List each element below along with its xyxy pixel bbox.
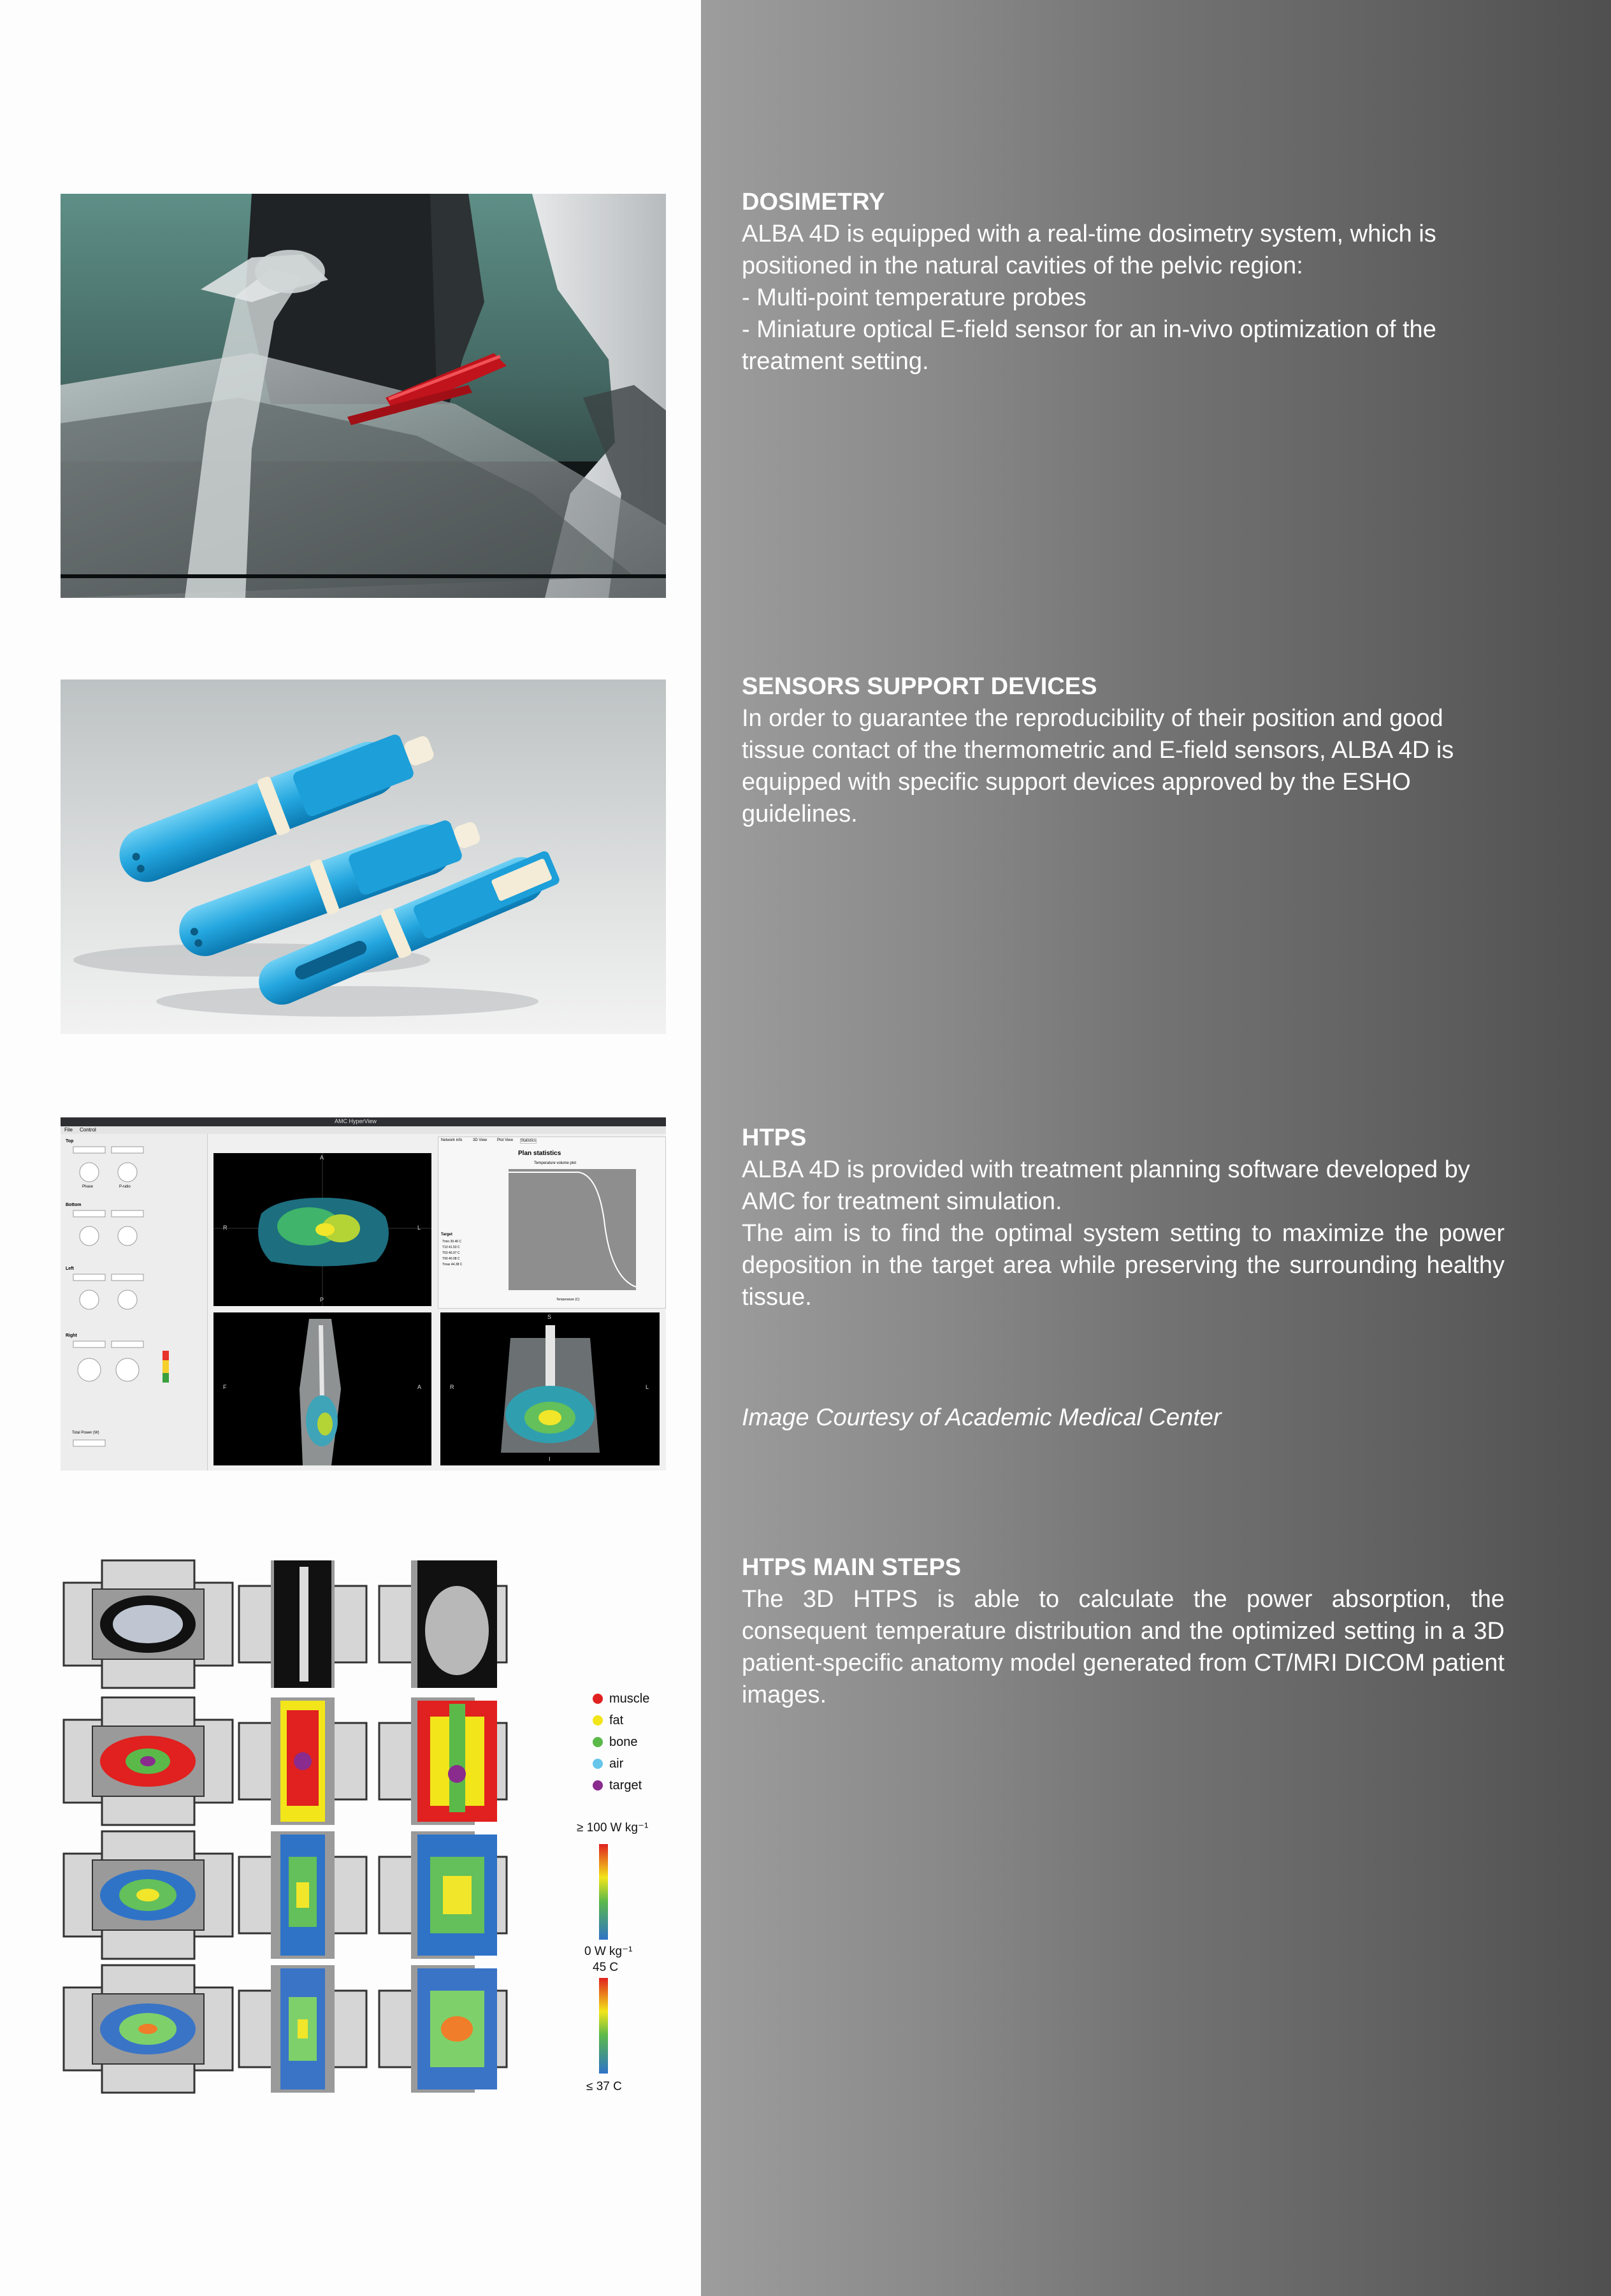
x-axis-label: Temperature (C)	[556, 1298, 580, 1302]
tab-network-info[interactable]: Network info	[441, 1138, 463, 1142]
statistics-panel	[438, 1137, 666, 1309]
cor-label-left: R	[450, 1384, 454, 1390]
tab-plot-view[interactable]: Plot View	[497, 1138, 513, 1142]
tvp-plot-area	[509, 1169, 636, 1290]
legend-item-bone: bone	[593, 1731, 649, 1753]
legend-item-muscle: muscle	[593, 1688, 649, 1710]
panel-label-top: Top	[66, 1139, 74, 1144]
htps-steps-body: The 3D HTPS is able to calculate the power absorption, the consequent temperature distribution and the optimized setting in a 3D patient-specific anatomy model generated from CT/MRI DICOM patient images.	[742, 1586, 1505, 1708]
steps-grid	[61, 1554, 666, 2102]
target-label: Target	[441, 1233, 452, 1237]
htps-body-2: The aim is to find the optimal system setting to maximize the power deposition in the target area while preserving the surrounding healthy tissue.	[742, 1220, 1505, 1311]
panel-label-left: Left	[66, 1267, 74, 1271]
axial-label-top: A	[320, 1154, 324, 1161]
legend-item-air: air	[593, 1753, 649, 1775]
axial-label-bottom: P	[320, 1297, 324, 1303]
window-title: AMC HyperView	[335, 1118, 377, 1124]
axial-label-right: L	[417, 1224, 421, 1231]
fat-dot-icon	[593, 1715, 603, 1726]
dosimetry-heading: DOSIMETRY	[742, 189, 885, 215]
tab-3d-view[interactable]: 3D View	[473, 1138, 488, 1142]
sagittal-view	[213, 1312, 431, 1465]
htps-body-1: ALBA 4D is provided with treatment planning software developed by AMC for treatment simulation.	[742, 1156, 1470, 1215]
stat-t10: T10 41.53 C	[442, 1246, 460, 1249]
total-power-label: Total Power (W)	[72, 1431, 99, 1435]
stat-tmax: Tmax 44.38 C	[442, 1263, 463, 1267]
menu-file[interactable]: File	[64, 1127, 73, 1133]
menu-bar	[61, 1126, 666, 1134]
panel-label-bottom: Bottom	[66, 1203, 82, 1207]
cor-label-bottom: I	[549, 1456, 551, 1462]
knob-label-pratio: P-ratio	[119, 1185, 131, 1189]
dosimetry-line-1: ALBA 4D is equipped with a real-time dosimetry system, which is	[742, 221, 1436, 247]
air-dot-icon	[593, 1759, 603, 1769]
tab-statistics[interactable]: Statistics	[521, 1139, 537, 1143]
dosimetry-line-2: positioned in the natural cavities of the pelvic region:	[742, 252, 1303, 279]
muscle-dot-icon	[593, 1694, 603, 1704]
htps-heading: HTPS	[742, 1124, 807, 1151]
plot-title: Temperature volume plot	[534, 1161, 577, 1165]
sensors-section	[742, 671, 1505, 830]
bone-dot-icon	[593, 1737, 603, 1747]
dosimetry-image	[61, 194, 666, 598]
plan-statistics-title: Plan statistics	[518, 1150, 561, 1157]
htps-courtesy	[742, 1402, 1505, 1434]
cor-label-top: S	[547, 1314, 552, 1320]
stat-t50: T50 40.97 C	[442, 1251, 460, 1255]
target-dot-icon	[593, 1780, 603, 1791]
sensors-body: In order to guarantee the reproducibility of their position and good tissue contact of the thermometric and E-field sensors, ALBA 4D is equipped with specific support devices approved by the ESHO guidelines.	[742, 705, 1454, 827]
sag-label-right: A	[417, 1384, 422, 1390]
htps-steps-figure	[61, 1554, 666, 2102]
dosimetry-line-3: - Multi-point temperature probes	[742, 284, 1087, 311]
temp-scale-top-label: 45 C	[593, 1961, 619, 1974]
sensors-heading: SENSORS SUPPORT DEVICES	[742, 673, 1097, 700]
axial-view	[213, 1153, 431, 1306]
htps-steps-heading: HTPS MAIN STEPS	[742, 1554, 962, 1581]
power-scale-top-label: ≥ 100 W kg⁻¹	[577, 1821, 649, 1835]
temp-scale-bottom-label: ≤ 37 C	[586, 2080, 622, 2093]
power-colorbar	[599, 1844, 608, 1940]
courtesy-text: Image Courtesy of Academic Medical Center	[742, 1404, 1222, 1431]
window-titlebar	[61, 1117, 666, 1126]
legend-item-fat: fat	[593, 1710, 649, 1731]
stat-t90: T90 40.08 C	[442, 1257, 460, 1261]
coronal-view	[440, 1312, 660, 1465]
dosimetry-line-4: - Miniature optical E-field sensor for an in-vivo optimization of the	[742, 316, 1436, 343]
target-stats	[442, 1239, 462, 1268]
htps-software-screenshot	[61, 1117, 666, 1471]
htps-steps-section	[742, 1551, 1505, 1711]
dosimetry-line-5: treatment setting.	[742, 348, 929, 375]
panel-label-right: Right	[66, 1333, 77, 1338]
legend-item-target: target	[593, 1775, 649, 1796]
tissue-legend	[593, 1688, 649, 1796]
stat-tmin: Tmin 39.46 C	[442, 1240, 462, 1244]
htps-section	[742, 1122, 1505, 1313]
temperature-colorbar	[599, 1978, 608, 2074]
power-scale-bottom-label: 0 W kg⁻¹	[584, 1945, 633, 1958]
control-panel	[61, 1134, 208, 1471]
knob-label-phase: Phase	[82, 1185, 94, 1189]
tab-bar	[438, 1137, 665, 1145]
dosimetry-section	[742, 186, 1505, 377]
menu-control[interactable]: Control	[80, 1127, 96, 1133]
sag-label-left: F	[223, 1384, 227, 1390]
sensor-devices-image	[61, 679, 666, 1034]
cor-label-right: L	[646, 1384, 649, 1390]
axial-label-left: R	[223, 1224, 228, 1231]
